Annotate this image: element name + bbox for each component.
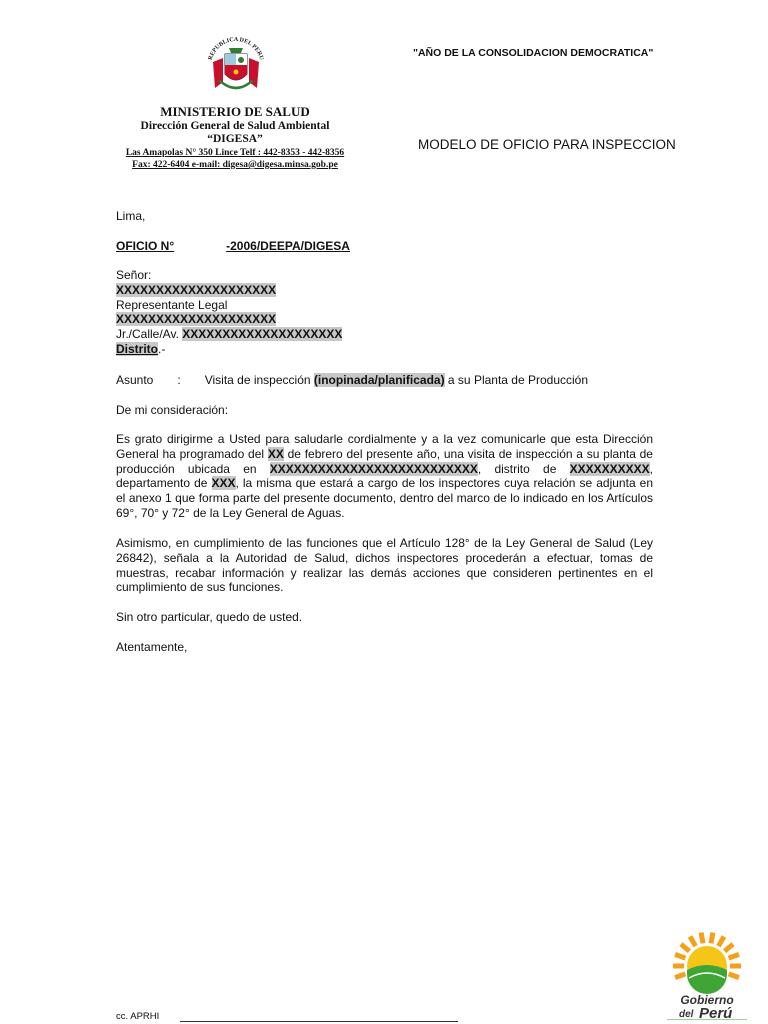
subject-line	[116, 373, 588, 388]
p1-text-c: , distrito de	[477, 461, 557, 476]
signoff: Atentamente,	[116, 640, 188, 654]
oficio-number	[116, 239, 363, 254]
ministry-name: MINISTERIO DE SALUD	[160, 104, 310, 119]
paragraph-1	[116, 432, 653, 521]
company-name: XXXXXXXXXXXXXXXXXXXX	[116, 312, 277, 327]
subject-text: Visita de inspección	[204, 373, 311, 387]
address-line-2: Fax: 422-6404 e-mail: digesa@digesa.minsa.gob.pe	[132, 160, 338, 170]
addressee-block	[116, 268, 342, 357]
cc-underline	[180, 1021, 458, 1022]
p1-text-d: , departamento de	[116, 461, 653, 491]
cc-line: cc. APRHI	[116, 1011, 160, 1022]
direction-line-2: “DIGESA”	[207, 133, 263, 145]
place-line: Lima,	[116, 209, 146, 223]
oficio-label: OFICIO N°	[116, 239, 175, 253]
year-slogan: "AÑO DE LA CONSOLIDACION DEMOCRATICA"	[413, 47, 654, 59]
p1-department: XXX	[211, 476, 236, 491]
salutation-label: Señor:	[116, 268, 152, 282]
p1-location: XXXXXXXXXXXXXXXXXXXXXXXXXX	[269, 461, 478, 476]
p1-district: XXXXXXXXXX	[569, 461, 650, 476]
subject-highlight: (inopinada/planificada)	[313, 373, 445, 387]
p1-text-b: de febrero del presente año, una visita de inspección a su planta de producción ubicada en	[116, 446, 653, 476]
gobierno-del-peru-logo	[663, 928, 751, 1020]
closing-line: Sin otro particular, quedo de usted.	[116, 610, 303, 624]
document-title: MODELO DE OFICIO PARA INSPECCION	[418, 137, 676, 152]
logo-word-1: Gobierno	[680, 993, 734, 1007]
direction-line-1: Dirección General de Salud Ambiental	[140, 120, 330, 132]
p1-text-e: , la misma que estará a cargo de los inspectores cuya relación se adjunta en el anexo 1 que forma parte del presente documento, dentro del marco de lo indicado en los Artículos 69°, 70° y 72° de la Ley General de Aguas.	[116, 476, 654, 520]
district-suffix: .-	[158, 341, 166, 356]
subject-colon: :	[177, 373, 181, 387]
direction-name	[110, 120, 360, 146]
subject-tail: a su Planta de Producción	[447, 373, 589, 387]
seal-text: REPUBLICA DEL PERU	[207, 36, 265, 61]
address-value: XXXXXXXXXXXXXXXXXXXX	[182, 327, 343, 342]
logo-word-2: del	[679, 1009, 694, 1020]
subject-label: Asunto	[116, 373, 154, 387]
address-line-1: Las Amapolas N° 350 Lince Telf : 442-8353 - 442-8356	[125, 148, 345, 158]
representative-label: Representante Legal	[116, 297, 228, 312]
addressee-name: XXXXXXXXXXXXXXXXXXXX	[116, 282, 277, 297]
paragraph-2: Asimismo, en cumplimiento de las funciones que el Artículo 128° de la Ley General de Salud (Ley 26842), señala a la Autoridad de Salud, dichos inspectores procederán a efectuar, tomas de muestras, recabar información y realizar las demás acciones que consideren pertinentes en el cumplimiento de sus funciones.	[116, 536, 653, 595]
logo-word-3: Perú	[699, 1005, 733, 1020]
oficio-code: -2006/DEEPA/DIGESA	[226, 239, 350, 253]
greeting: De mi consideración:	[116, 403, 229, 417]
district-label: Distrito	[116, 341, 158, 356]
peru-coat-of-arms-seal	[203, 32, 269, 98]
p1-text-a: Es grato dirigirme a Usted para saludarle cordialmente y a la vez comunicarle que esta Dirección General ha programado del	[116, 432, 653, 461]
address-label: Jr./Calle/Av.	[116, 327, 179, 342]
contact-address	[110, 147, 360, 171]
p1-day: XX	[267, 446, 284, 461]
